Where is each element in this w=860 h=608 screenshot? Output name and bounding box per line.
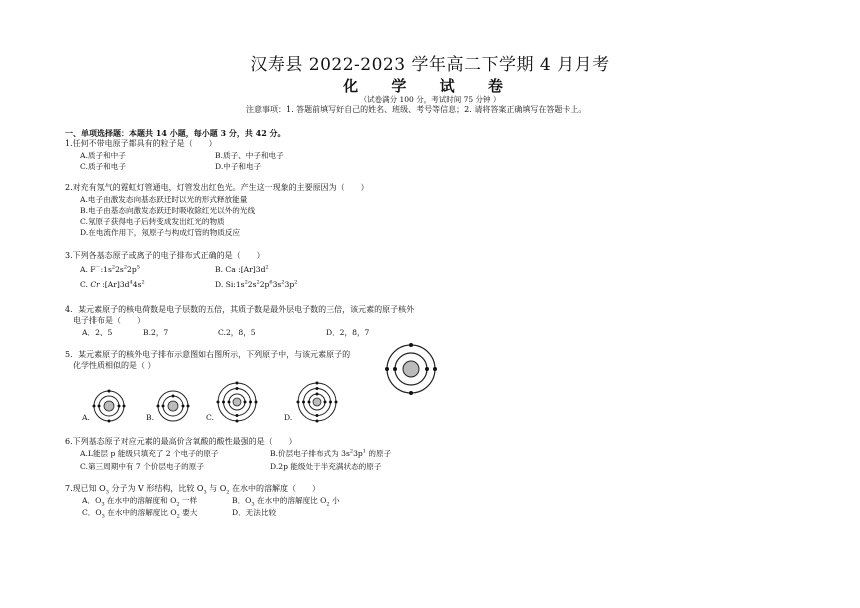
q2-option-b: B.电子由基态向激发态跃迁时吸收除红光以外的光线 [80,206,256,215]
q5-option-d: D. [284,413,293,422]
q2-option-a: A.电子由激发态向基态跃迁时以光的形式释放能量 [80,195,248,204]
q1-option-b: B.质子、中子和电子 [215,151,284,160]
q7-option-a: A．$O_3$ 在水中的溶解度和 $O_2$ 一样 [82,496,198,508]
q3-option-c: C. Cr $:[Ar]3d^44s^2$ [80,279,145,289]
q5-option-a: A. [82,413,90,422]
question-3-stem: 3.下列各基态原子或离子的电子排布式正确的是（ ） [65,251,265,260]
q6-option-b: B.价层电子排布式为 $3s^23p^1$ 的原子 [270,448,392,458]
question-5-stem-line2: 化学性质相似的是（ ） [73,361,156,370]
q5-option-c-atom-diagram [216,381,258,423]
question-2-stem: 2.对充有氖气的霓虹灯管通电，灯管发出红色光。产生这一现象的主要原因为（ ） [65,183,369,192]
section-heading: 一、单项选择题：本题共 14 小题，每小题 3 分，共 42 分。 [65,128,286,138]
q5-option-d-atom-diagram [296,381,338,423]
q1-option-d: D.中子和电子 [215,162,262,171]
q3-option-a: A. $F^-:1s^22s^22p^5$ [80,264,140,274]
exam-title: 汉寿县 2022-2023 学年高二下学期 4 月月考 [250,55,610,75]
q5-option-a-atom-diagram [92,389,126,423]
q4-option-a: A．2、5 [82,328,113,337]
q4-option-d: D．2，8，7 [326,328,370,337]
question-7-stem: 7.现已知 $O_3$ 分子为 V 形结构，比较 $O_3$ 与 $O_2$ 在水中的溶解度（ ） [65,484,321,496]
question-4-stem-line1: 4．某元素原子的核电荷数是电子层数的五倍，其质子数是最外层电子数的三倍，该元素的原子核外 [65,305,415,314]
notice-text: 注意事项：1. 答题前填写好自己的姓名、班级、考号等信息；2. 请将答案正确填写在答题卡上。 [246,105,587,114]
question-1-stem: 1.任何不带电原子都具有的粒子是（ ） [65,139,217,148]
question-4-stem-line2: 电子排布是（ ） [73,316,145,325]
q3-option-d: D. $Si:1s^22s^22p^63s^23p^2$ [215,279,298,289]
q7-option-b: B．$O_3$ 在水中的溶解度比 $O_2$ 小 [232,496,340,508]
q1-option-c: C.质子和电子 [80,162,126,171]
q6-option-c: C.第三周期中有 7 个价层电子的原子 [80,462,204,471]
question-5-stem-line1: 5．某元素原子的核外电子排布示意图如右图所示，下列原子中，与该元素原子的 [65,350,351,359]
q4-option-c: C.2，8，5 [218,328,256,337]
q1-option-a: A.质子和中子 [80,151,126,160]
q2-option-c: C.氖原子获得电子后转变成发出红光的物质 [80,217,225,226]
q4-option-b: B.2，7 [143,328,169,337]
q6-option-d: D.2p 能级处于半充满状态的原子 [270,462,382,471]
q3-option-b: B. Ca $:[Ar]3d^2$ [215,264,269,274]
reference-atom-diagram [385,343,437,395]
q5-option-b-atom-diagram [156,389,190,423]
q5-option-b: B. [146,413,154,422]
q2-option-d: D.在电流作用下，氖原子与构成灯管的物质反应 [80,228,241,237]
question-6-stem: 6.下列基态原子对应元素的最高价含氧酸的酸性最强的是（ ） [65,437,297,446]
subject-title: 化 学 试 卷 [343,77,517,95]
q5-option-c: C. [206,413,214,422]
exam-info: （试卷满分 100 分，考试时间 75 分钟 ） [359,95,501,104]
q7-option-c: C．$O_3$ 在水中的溶解度比 $O_2$ 要大 [82,508,198,520]
q7-option-d: D．无法比较 [232,508,277,517]
q6-option-a: A.L能层 p 能级只填充了 2 个电子的原子 [80,449,219,458]
